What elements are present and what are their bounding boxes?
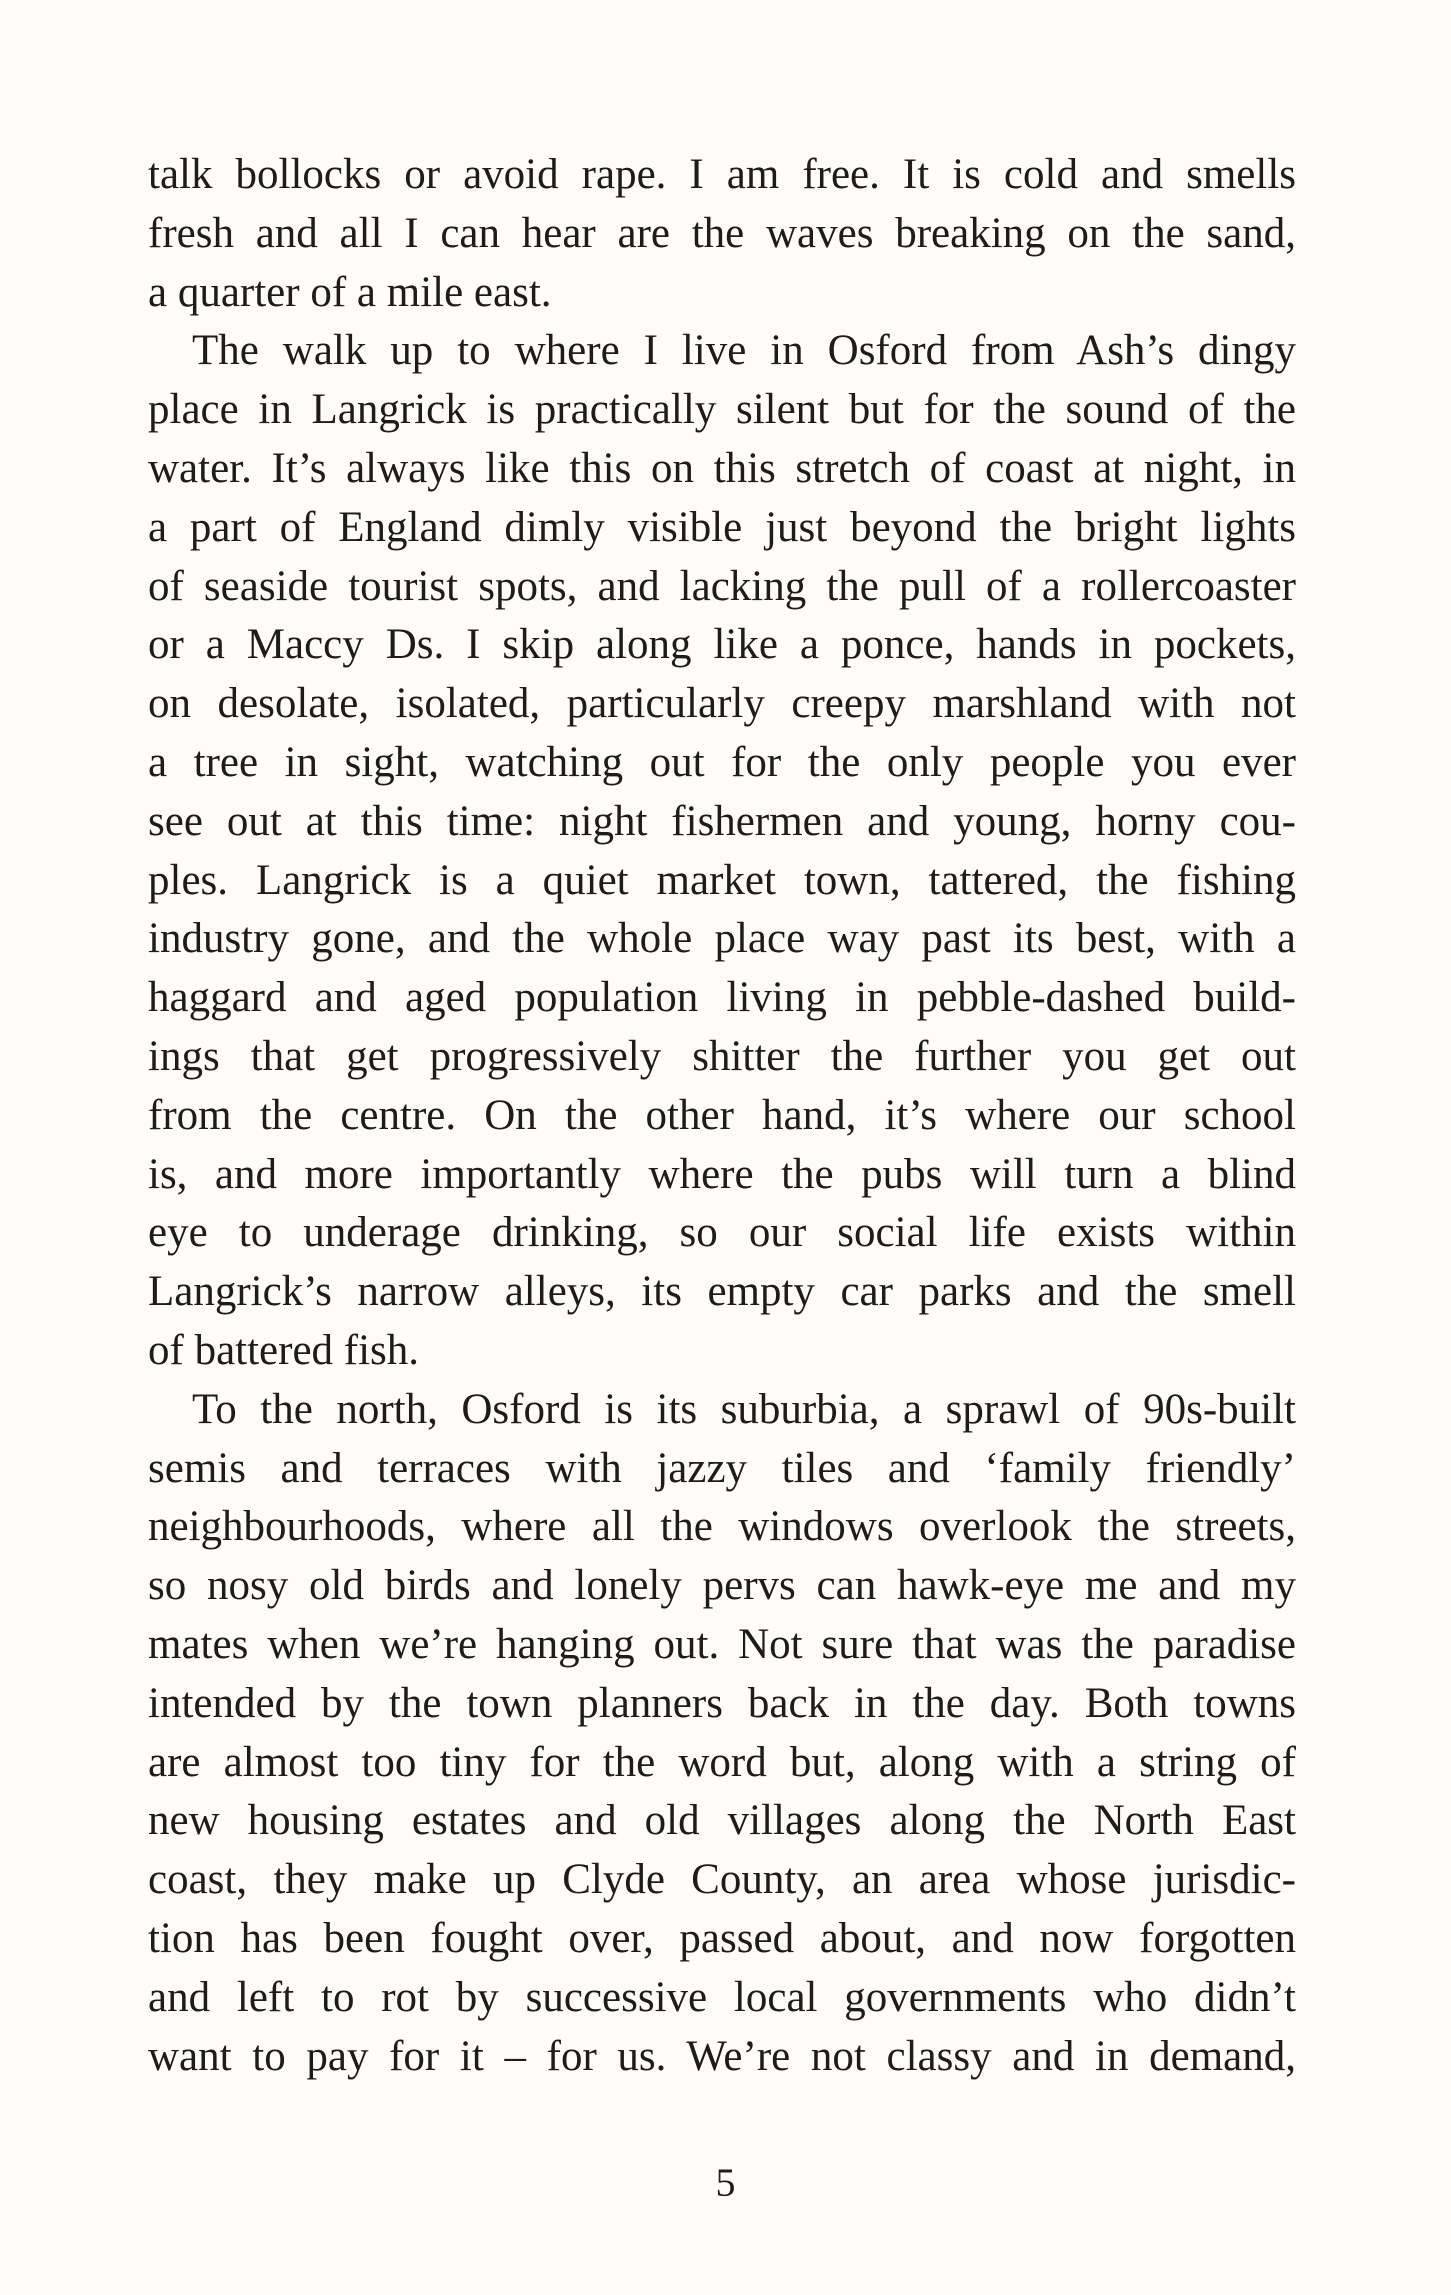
text-line: To the north, Osford is its suburbia, a sprawl of 90s-built bbox=[192, 1385, 1296, 1433]
text-line: of battered fish. bbox=[148, 1326, 420, 1374]
text-line: are almost too tiny for the word but, along with a string of bbox=[148, 1738, 1296, 1786]
text-line: coast, they make up Clyde County, an area whose jurisdic- bbox=[148, 1856, 1296, 1904]
text-line: see out at this time: night fishermen and young, horny cou- bbox=[148, 797, 1296, 845]
text-line: or a Maccy Ds. I skip along like a ponce, hands in pockets, bbox=[148, 621, 1296, 669]
text-line: water. It’s always like this on this stretch of coast at night, in bbox=[148, 444, 1296, 492]
text-line: haggard and aged population living in pebble-dashed build- bbox=[148, 974, 1296, 1022]
text-line: want to pay for it – for us. We’re not classy and in demand, bbox=[148, 2032, 1296, 2080]
text-line: place in Langrick is practically silent but for the sound of the bbox=[148, 386, 1296, 434]
text-line: The walk up to where I live in Osford from Ash’s dingy bbox=[192, 327, 1296, 375]
text-line: from the centre. On the other hand, it’s where our school bbox=[148, 1091, 1296, 1139]
text-line: neighbourhoods, where all the windows overlook the streets, bbox=[148, 1503, 1296, 1551]
text-line: semis and terraces with jazzy tiles and ‘family friendly’ bbox=[148, 1444, 1296, 1492]
text-line: is, and more importantly where the pubs will turn a blind bbox=[148, 1150, 1296, 1198]
text-line: and left to rot by successive local governments who didn’t bbox=[148, 1973, 1296, 2021]
text-line: so nosy old birds and lonely pervs can hawk-eye me and my bbox=[148, 1562, 1296, 1610]
text-line: ples. Langrick is a quiet market town, tattered, the fishing bbox=[148, 856, 1296, 904]
text-line: ings that get progressively shitter the further you get out bbox=[148, 1032, 1296, 1080]
text-line: a quarter of a mile east. bbox=[148, 268, 552, 316]
text-line: Langrick’s narrow alleys, its empty car parks and the smell bbox=[148, 1268, 1296, 1316]
text-line: intended by the town planners back in the day. Both towns bbox=[148, 1679, 1296, 1727]
text-line: a part of England dimly visible just beyond the bright lights bbox=[148, 503, 1296, 551]
page-number: 5 bbox=[715, 2160, 736, 2205]
text-line: eye to underage drinking, so our social life exists within bbox=[148, 1209, 1296, 1257]
text-line: a tree in sight, watching out for the only people you ever bbox=[148, 738, 1296, 786]
text-line: new housing estates and old villages along the North East bbox=[148, 1797, 1296, 1845]
text-line: industry gone, and the whole place way past its best, with a bbox=[148, 915, 1296, 963]
body-text bbox=[148, 146, 1296, 2086]
text-line: mates when we’re hanging out. Not sure that was the paradise bbox=[148, 1620, 1296, 1668]
text-line: tion has been fought over, passed about, and now forgotten bbox=[148, 1914, 1296, 1962]
text-line: fresh and all I can hear are the waves breaking on the sand, bbox=[148, 209, 1296, 257]
text-line: of seaside tourist spots, and lacking the pull of a rollercoaster bbox=[148, 562, 1296, 610]
text-line: on desolate, isolated, particularly creepy marshland with not bbox=[148, 680, 1296, 728]
text-line: talk bollocks or avoid rape. I am free. It is cold and smells bbox=[148, 151, 1296, 198]
